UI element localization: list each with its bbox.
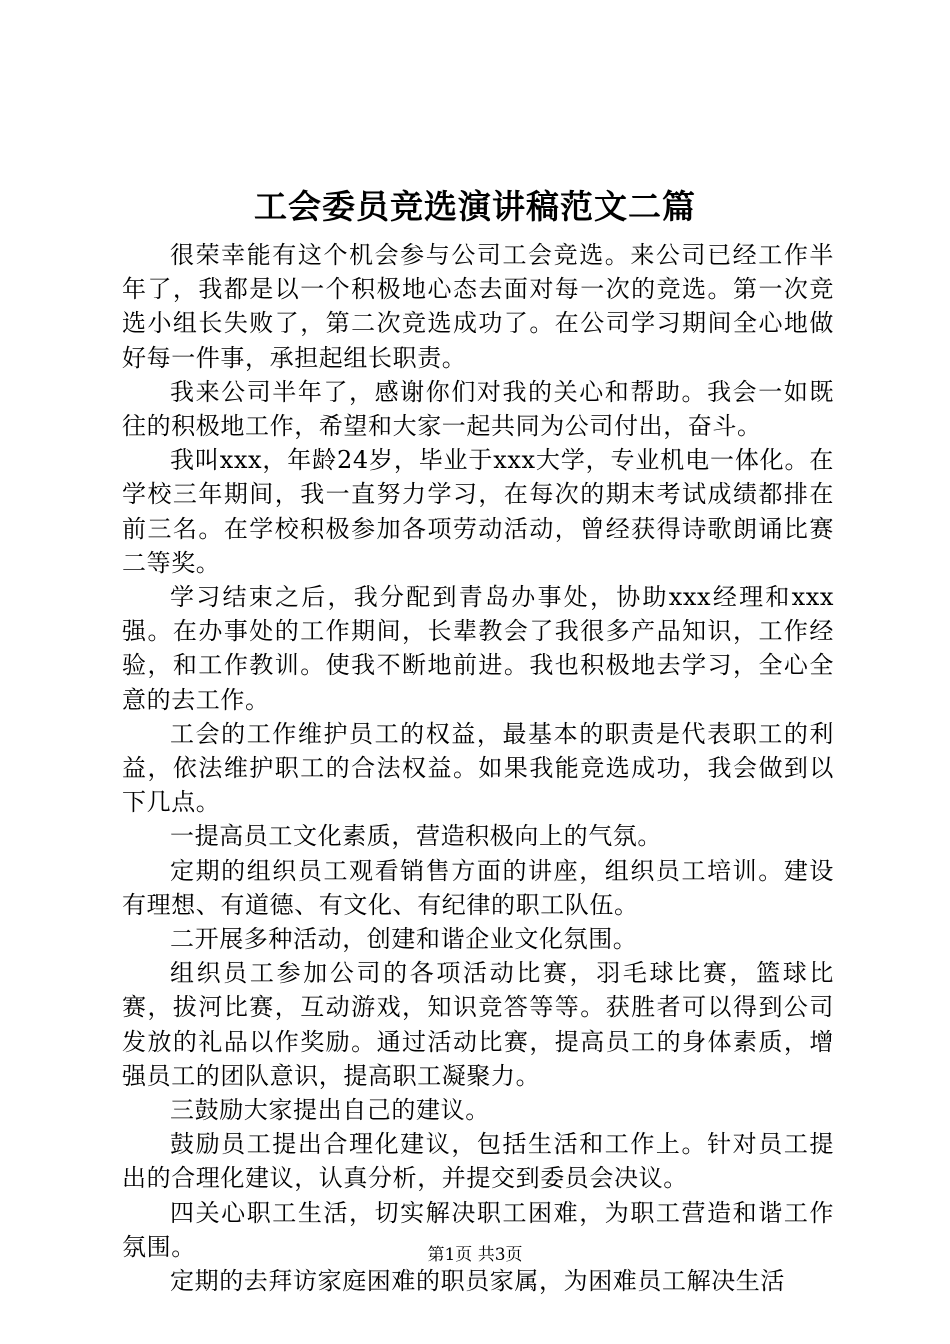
paragraph: 定期的组织员工观看销售方面的讲座，组织员工培训。建设有理想、有道德、有文化、有纪律的职工队伍。 [122,856,834,919]
page-number-footer: 第1页 共3页 [427,1245,523,1265]
document-title: 工会委员竞选演讲稿范文二篇 [254,187,696,226]
paragraph: 我来公司半年了，感谢你们对我的关心和帮助。我会一如既往的积极地工作，希望和大家一起共同为公司付出，奋斗。 [122,377,834,441]
paragraph: 三鼓励大家提出自己的建议。 [170,1096,490,1125]
document-body [122,238,834,1298]
paragraph: 组织员工参加公司的各项活动比赛，羽毛球比赛，篮球比赛，拔河比赛，互动游戏，知识竞答等等。获胜者可以得到公司发放的礼品以作奖励。通过活动比赛，提高员工的身体素质，增强员工的团队意识，提高职工凝聚力。 [122,959,834,1090]
paragraph: 定期的去拜访家庭困难的职员家属，为困难员工解决生活 [170,1267,785,1296]
paragraph: 四关心职工生活，切实解决职工困难，为职工营造和谐工作氛围。 [122,1198,834,1261]
paragraph: 很荣幸能有这个机会参与公司工会竞选。来公司已经工作半年了，我都是以一个积极地心态去面对每一次的竞选。第一次竞选小组长失败了，第二次竞选成功了。在公司学习期间全心地做好每一件事，承担起组长职责。 [122,241,834,372]
paragraph: 学习结束之后，我分配到青岛办事处，协助xxx经理和xxx强。在办事处的工作期间，长辈教会了我很多产品知识，工作经验，和工作教训。使我不断地前进。我也积极地去学习，全心全意的去工作。 [122,583,834,714]
paragraph: 一提高员工文化素质，营造积极向上的气氛。 [170,822,662,851]
paragraph: 我叫xxx，年龄24岁，毕业于xxx大学，专业机电一体化。在学校三年期间，我一直努力学习，在每次的期末考试成绩都排在前三名。在学校积极参加各项劳动活动，曾经获得诗歌朗诵比赛二等奖。 [122,446,834,577]
paragraph: 工会的工作维护员工的权益，最基本的职责是代表职工的利益，依法维护职工的合法权益。如果我能竞选成功，我会做到以下几点。 [122,719,834,817]
paragraph: 二开展多种活动，创建和谐企业文化氛围。 [170,925,638,954]
paragraph: 鼓励员工提出合理化建议，包括生活和工作上。针对员工提出的合理化建议，认真分析，并提交到委员会决议。 [122,1130,834,1193]
